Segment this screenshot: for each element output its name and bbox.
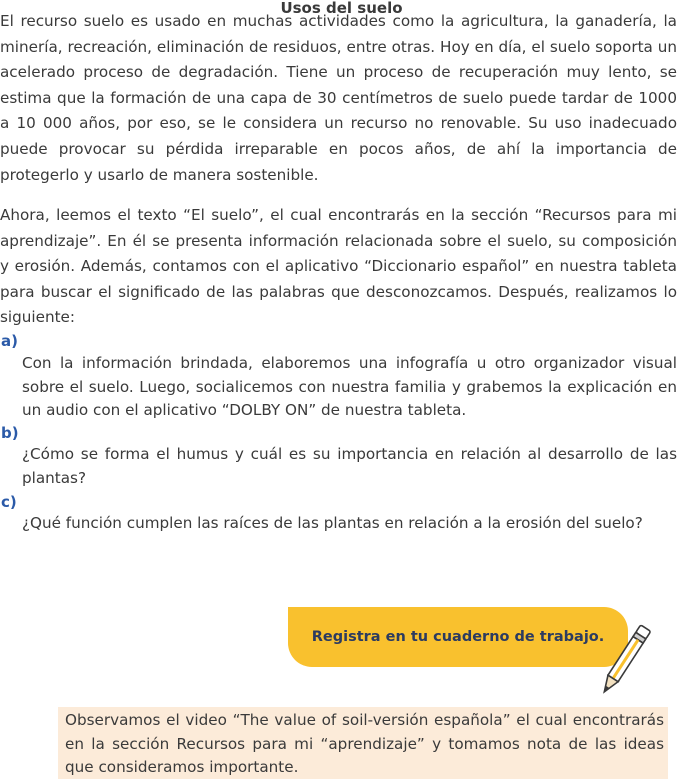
item-a-text: Con la información brindada, elaboremos una infografía u otro organizador visual sobre el suelo. Luego, socialicemos con nuestra familia y grabemos la explicación en un audio con el aplicativo “DOLBY ON” de nuestra tableta. [22, 354, 677, 419]
video-note: Observamos el video “The value of soil-versión española” el cual encontrarás en la sección Recursos para mi “aprendizaje” y tomamos nota de las ideas que consideramos importante. [58, 707, 668, 779]
instructions-paragraph: Ahora, leemos el texto “El suelo”, el cual encontrarás en la sección “Recursos para mi aprendizaje”. En él se presenta información relacionada sobre el suelo, su composición y erosión. Además, contamos con el aplicativo “Diccionario español” en nuestra tableta para buscar el significado de las palabras que desconozcamos. Después, realizamos lo siguiente: [0, 206, 677, 327]
item-b-text: ¿Cómo se forma el humus y cuál es su importancia en relación al desarrollo de las plantas? [22, 445, 677, 487]
pencil-icon [590, 618, 660, 702]
item-marker-b: b) [1, 424, 19, 442]
page-title: Usos del suelo [280, 0, 403, 17]
item-marker-a: a) [1, 332, 18, 350]
intro-paragraph: El recurso suelo es usado en muchas actividades como la agricultura, la ganadería, la minería, recreación, eliminación de residuos, entre otras. Hoy en día, el suelo soporta un acelerado proceso de degradación. Tiene un proceso de recuperación muy lento, se estima que la formación de una capa de 30 centímetros de suelo puede tardar de 1000 a 10 000 años, por eso, se le considera un recurso no renovable. Su uso inadecuado puede provocar su pérdida irreparable en pocos años, de ahí la importancia de protegerlo y usarlo de manera sostenible. [0, 12, 677, 184]
callout-text: Registra en tu cuaderno de trabajo. [311, 629, 605, 645]
item-marker-c: c) [1, 493, 17, 511]
notebook-callout [288, 607, 628, 667]
item-c-text: ¿Qué función cumplen las raíces de las plantas en relación a la erosión del suelo? [22, 514, 643, 532]
